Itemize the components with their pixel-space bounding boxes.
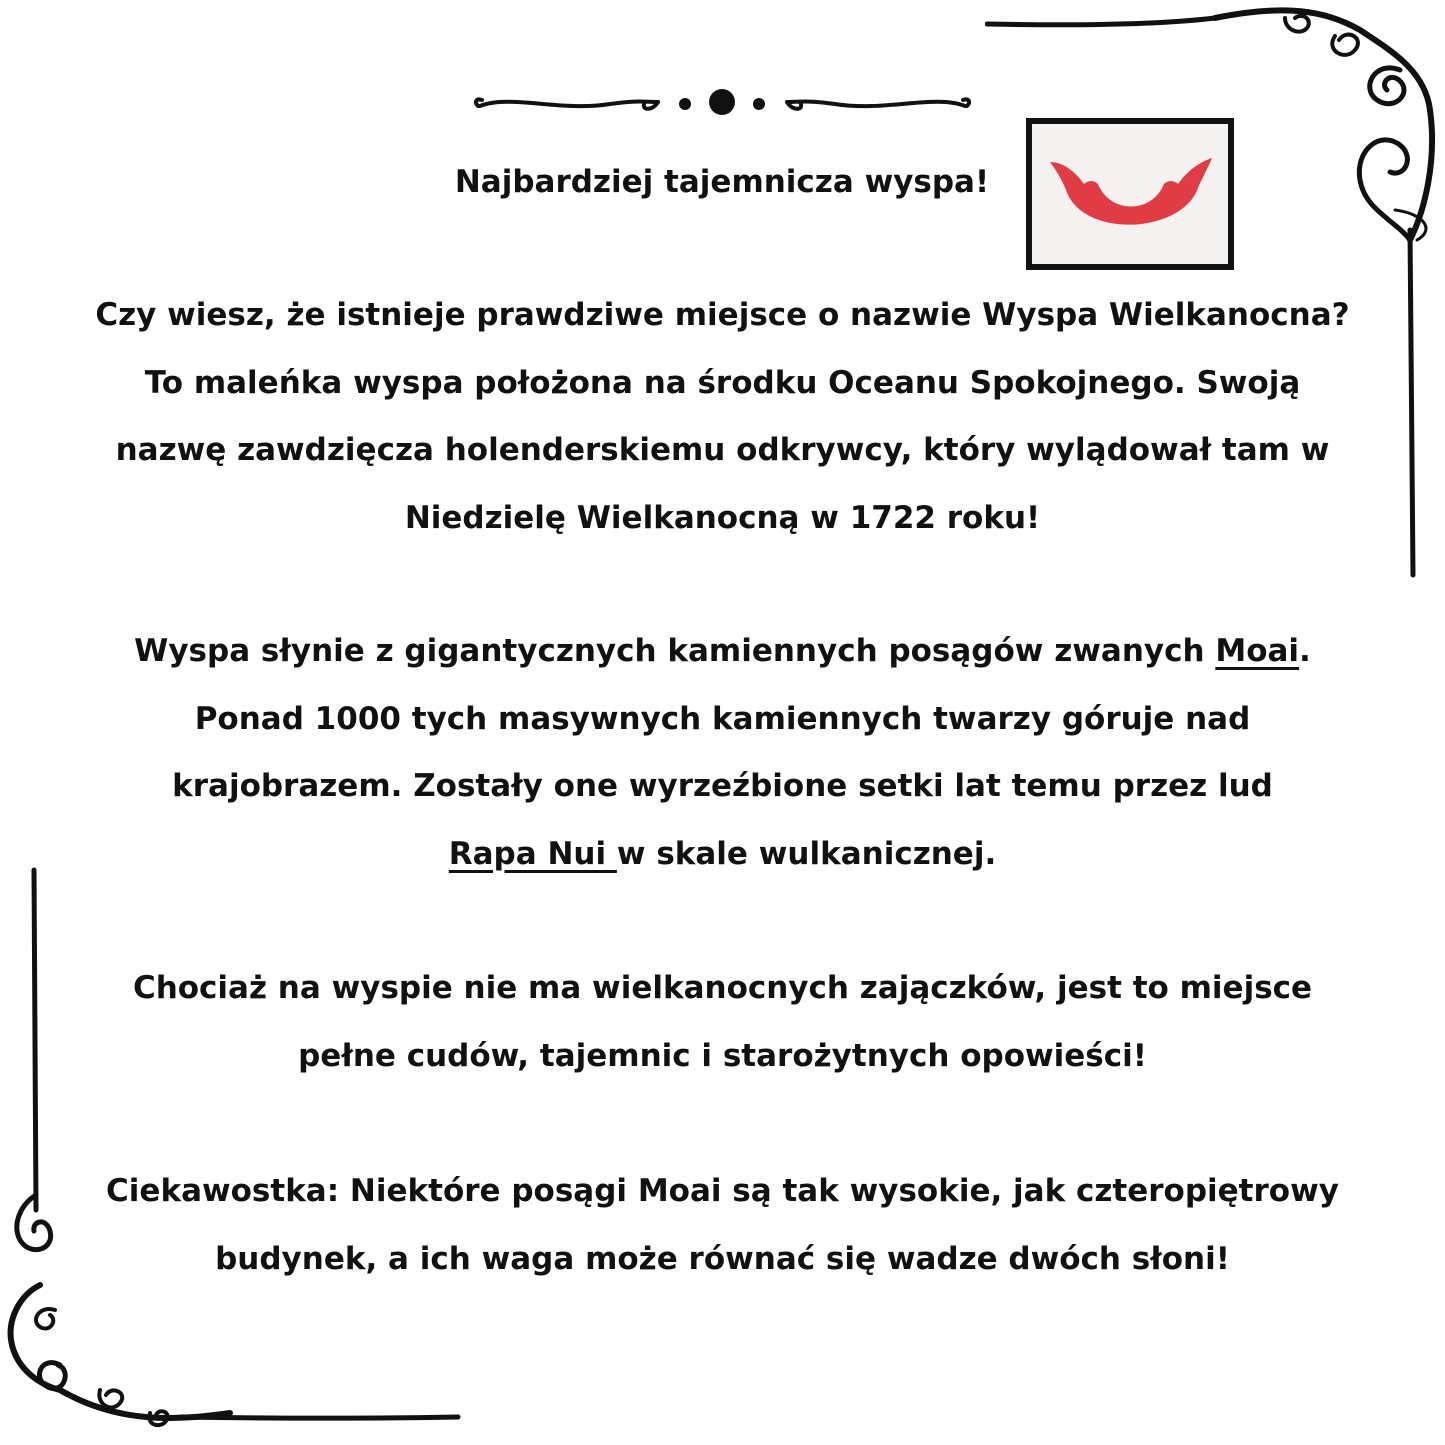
text-line: Niedzielę Wielkanocną w 1722 roku! xyxy=(404,499,1041,536)
text-line: nazwę zawdzięcza holenderskiemu odkrywcy, który wylądował tam w xyxy=(115,432,1330,468)
text-line: To maleńka wyspa położona na środku Oceanu Spokojnego. Swoją xyxy=(144,364,1301,401)
text-line: Chociaż na wyspie nie ma wielkanocnych zajączków, jest to miejsce xyxy=(132,970,1313,1006)
text-line: pełne cudów, tajemnic i starożytnych opowieści! xyxy=(298,1037,1147,1074)
text-line: Ponad 1000 tych masywnych kamiennych twarzy góruje nad xyxy=(194,700,1251,737)
flag-image xyxy=(1026,118,1234,270)
text-line: Czy wiesz, że istnieje prawdziwe miejsce o nazwie Wyspa Wielkanocna? xyxy=(95,297,1350,333)
paragraph-fun-fact xyxy=(60,1158,1385,1293)
corner-flourish-icon xyxy=(0,865,470,1445)
moai-link[interactable]: Moai xyxy=(1215,633,1300,669)
text-line: Wyspa słynie z gigantycznych kamiennych posągów zwanych xyxy=(134,633,1216,669)
text-line: krajobrazem. Zostały one wyrzeźbione setki lat temu przez lud xyxy=(172,768,1273,804)
rapa-nui-reimiro-flag-icon xyxy=(1032,124,1228,264)
page-title: Najbardziej tajemnicza wyspa! xyxy=(454,164,990,200)
paragraph-moai xyxy=(60,618,1385,888)
text-line: . xyxy=(1299,633,1311,669)
rapa-nui-link[interactable]: Rapa Nui xyxy=(448,835,617,872)
text-line: budynek, a ich waga może równać się wadze dwóch słoni! xyxy=(215,1240,1230,1277)
text-line: Ciekawostka: Niektóre posągi Moai są tak wysokie, jak czteropiętrowy xyxy=(106,1173,1339,1209)
flourish-divider-icon xyxy=(470,82,975,128)
paragraph-intro xyxy=(60,282,1385,552)
text-line: w skale wulkanicznej. xyxy=(616,835,997,872)
paragraph-wonders xyxy=(60,955,1385,1090)
